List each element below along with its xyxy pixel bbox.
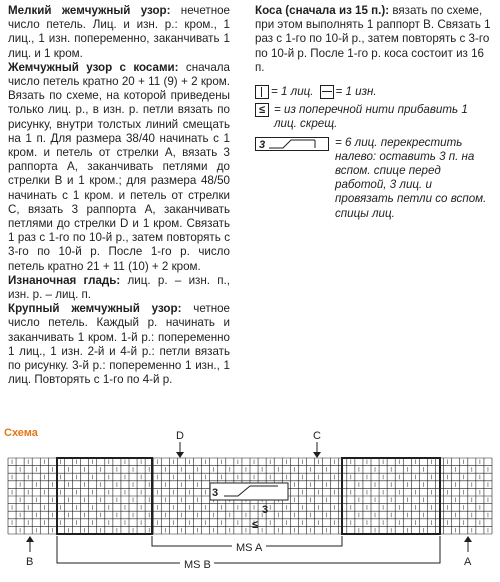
cable-number-2: 3: [262, 504, 269, 516]
symbol-legend: [255, 85, 493, 221]
legend-row-increase: [255, 103, 493, 131]
text-seed-cable-pattern: сначала число петель кратно 20 + 11 (9) + 2 кром. Вязать по схеме, на которой приведены только лиц. р., в изн. р. петли вязать по рисунку, внутри толстых линий смещать на 1 п. Для размера 38/40 начинать с 1 кром. и петель от стрелки А, вязать 3 раппорта А, заканчивать петлями до стрелки В и 1 кром.; для размера 48/50 начинать с 1 кром. и петель от стрелки С, вязать 3 раппорта А, заканчивать петлями до стрелки D и 1 кром. Связать 1 раз с 1-го по 10-й р., затем повторять с 3-го по 10-й р. После 1-го р. число петель кратно 21 + 11 (10) + 2 кром.: [8, 60, 230, 273]
heading-small-seed-stitch: Мелкий жемчужный узор:: [8, 4, 171, 17]
heading-seed-cable-pattern: Жемчужный узор с косами:: [8, 60, 179, 74]
paragraph-reverse-stockinette: [8, 274, 230, 302]
heading-reverse-stockinette: Изнаночная гладь:: [8, 273, 121, 287]
legend-knit-text: = 1 лиц.: [271, 85, 314, 99]
arrow-a: [464, 536, 472, 568]
heading-cable: Коса (сначала из 15 п.):: [255, 4, 390, 17]
legend-row-knit-purl: [255, 85, 493, 99]
schema-title: Схема: [4, 427, 38, 439]
increase-stitch-icon: ≤: [255, 103, 269, 117]
purl-stitch-icon: [320, 85, 334, 99]
paragraph-small-seed-stitch: [8, 4, 230, 61]
legend-increase-text: = из поперечной нити прибавить 1 лиц. скрещ.: [274, 103, 468, 131]
arrow-d-label: D: [176, 430, 184, 442]
paragraph-large-seed-stitch: [8, 302, 230, 387]
text-cable: вязать по схеме, при этом выполнять 1 раппорт В. Связать 1 раз с 1-го по 10-й р., затем повторять с 3-го по 10-й р. После 1-го р. коса состоит из 16 п.: [255, 4, 491, 74]
instructions-right-column: [255, 4, 493, 225]
paragraph-cable: [255, 4, 493, 75]
knitting-chart: [0, 428, 500, 582]
cable-number-1: 3: [212, 487, 219, 499]
chart-increase-mark: ≤: [252, 519, 259, 531]
text-large-seed-stitch: четное число петель. Каждый р. начинать и заканчивать 1 кром. 1-й р.: попеременно 1 лиц., 1 изн. 2-й и 4-й р.: петли вязать по рисунку. 3-й р.: попеременно 1 изн., 1 лиц. Повторять с 1-го по 4-й р.: [8, 302, 230, 387]
arrow-a-label: A: [464, 556, 472, 568]
legend-row-cable: [255, 136, 493, 221]
cable-cross-icon: [255, 137, 329, 151]
text-reverse-stockinette: лиц. р. – изн. п., изн. р. – лиц. п.: [8, 273, 230, 302]
instructions-left-column: [8, 4, 230, 387]
rapport-a-label: MS A: [236, 542, 263, 554]
heading-large-seed-stitch: Крупный жемчужный узор:: [8, 302, 182, 316]
knit-stitch-icon: [255, 85, 269, 99]
arrow-b: [26, 536, 34, 568]
legend-cable-text: = 6 лиц. перекрестить налево: оставить 3 п. на вспом. спице перед работой, 3 лиц. и провязать петли со вспом. спицы лиц.: [335, 135, 487, 220]
cable-icon-number: 3: [259, 138, 266, 151]
rapport-a-bracket: [152, 536, 342, 554]
arrow-d: [176, 430, 184, 458]
rapport-b-label: MS B: [184, 559, 211, 571]
legend-purl-text: = 1 изн.: [335, 85, 377, 99]
paragraph-seed-cable-pattern: [8, 61, 230, 274]
arrow-c: [313, 430, 321, 458]
arrow-b-label: B: [26, 556, 34, 568]
text-small-seed-stitch: нечетное число петель. Лиц. и изн. р.: кром., 1 лиц., 1 изн. попеременно, заканчивать 1 лиц. и 1 кром.: [8, 4, 230, 60]
arrow-c-label: C: [313, 430, 321, 442]
